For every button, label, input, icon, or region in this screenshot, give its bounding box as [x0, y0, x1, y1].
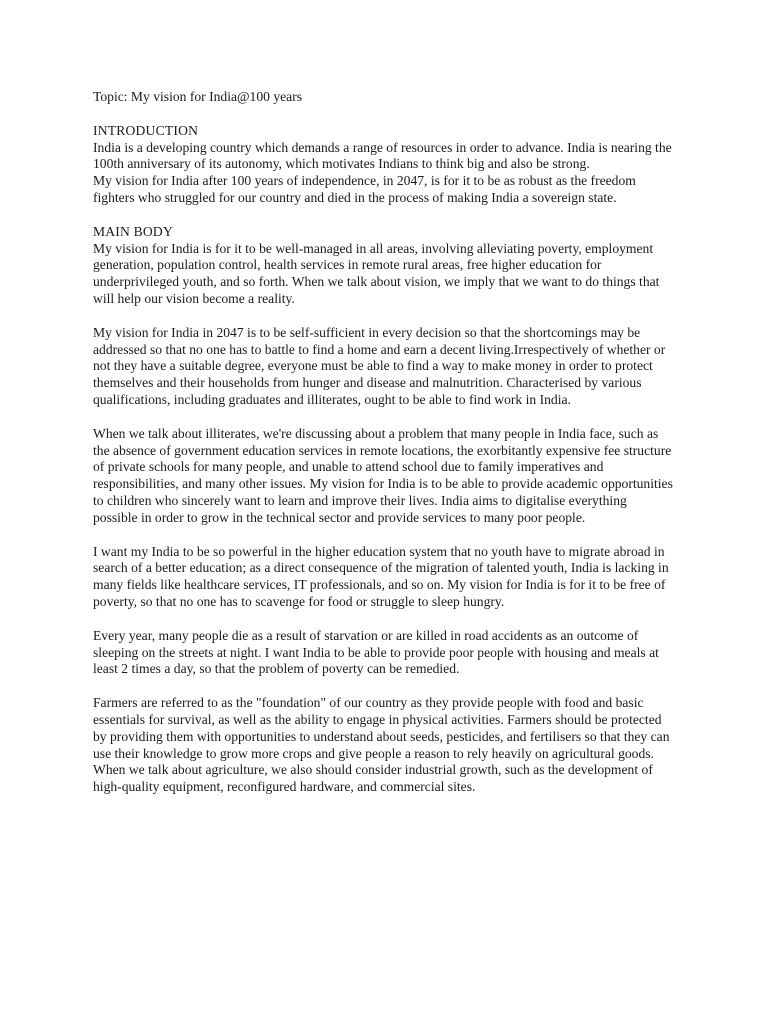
introduction-heading: INTRODUCTION [93, 122, 199, 138]
introduction-paragraph: India is a developing country which demands a range of resources in order to advance. India is nearing the 100th anniversary of its autonomy, which motivates Indians to think big and also be strong. [93, 139, 672, 172]
introduction-paragraph: My vision for India after 100 years of independence, in 2047, is for it to be as robust as the freedom fighters who struggled for our country and died in the process of making India a sovereign state. [93, 173, 636, 205]
introduction-section [93, 123, 673, 207]
main-body-paragraph: My vision for India in 2047 is to be self-sufficient in every decision so that the shortcomings may be addressed so that no one has to battle to find a home and earn a decent living.Irrespectively of whether or not they have a suitable degree, everyone must be able to find a way to make money in order to protect themselves and their households from hunger and disease and malnutrition. Characterised by various qualifications, including graduates and illiterates, ought to be able to find work in India. [93, 324, 666, 407]
main-body-paragraph: Farmers are referred to as the "foundation" of our country as they provide people with food and basic essentials for survival, as well as the ability to engage in physical activities. Farmers should be protected by providing them with opportunities to understand about seeds, pesticides, and fertilisers so that they can use their knowledge to grow more crops and give people a reason to rely heavily on agricultural goods. When we talk about agriculture, we also should consider industrial growth, such as the development of high-quality equipment, reconfigured hardware, and commercial sites. [93, 695, 670, 795]
main-body-section [93, 224, 673, 796]
main-body-heading: MAIN BODY [93, 223, 173, 239]
main-body-paragraph: When we talk about illiterates, we're discussing about a problem that many people in India face, such as the absence of government education services in remote locations, the exorbitantly expensive fee structure of private schools for many people, and unable to attend school due to family imperatives and responsibilities, and many other issues. My vision for India is to be able to provide academic opportunities to children who sincerely want to learn and improve their lives. India aims to digitalise everything possible in order to grow in the technical sector and provide services to many poor people. [93, 425, 673, 525]
main-body-paragraph: I want my India to be so powerful in the higher education system that no youth have to migrate abroad in search of a better education; as a direct consequence of the migration of talented youth, India is lacking in many fields like healthcare services, IT professionals, and so on. My vision for India is for it to be free of poverty, so that no one has to scavenge for food or struggle to sleep hungry. [93, 543, 669, 609]
main-body-paragraph: My vision for India is for it to be well-managed in all areas, involving alleviating poverty, employment generation, population control, health services in remote rural areas, free higher education for underprivileged youth, and so forth. When we talk about vision, we imply that we want to do things that will help our vision become a reality. [93, 240, 660, 306]
document-page [93, 89, 673, 813]
main-body-paragraph: Every year, many people die as a result of starvation or are killed in road accidents as an outcome of sleeping on the streets at night. I want India to be able to provide poor people with housing and meals at least 2 times a day, so that the problem of poverty can be remedied. [93, 627, 659, 677]
document-topic: Topic: My vision for India@100 years [93, 89, 303, 104]
